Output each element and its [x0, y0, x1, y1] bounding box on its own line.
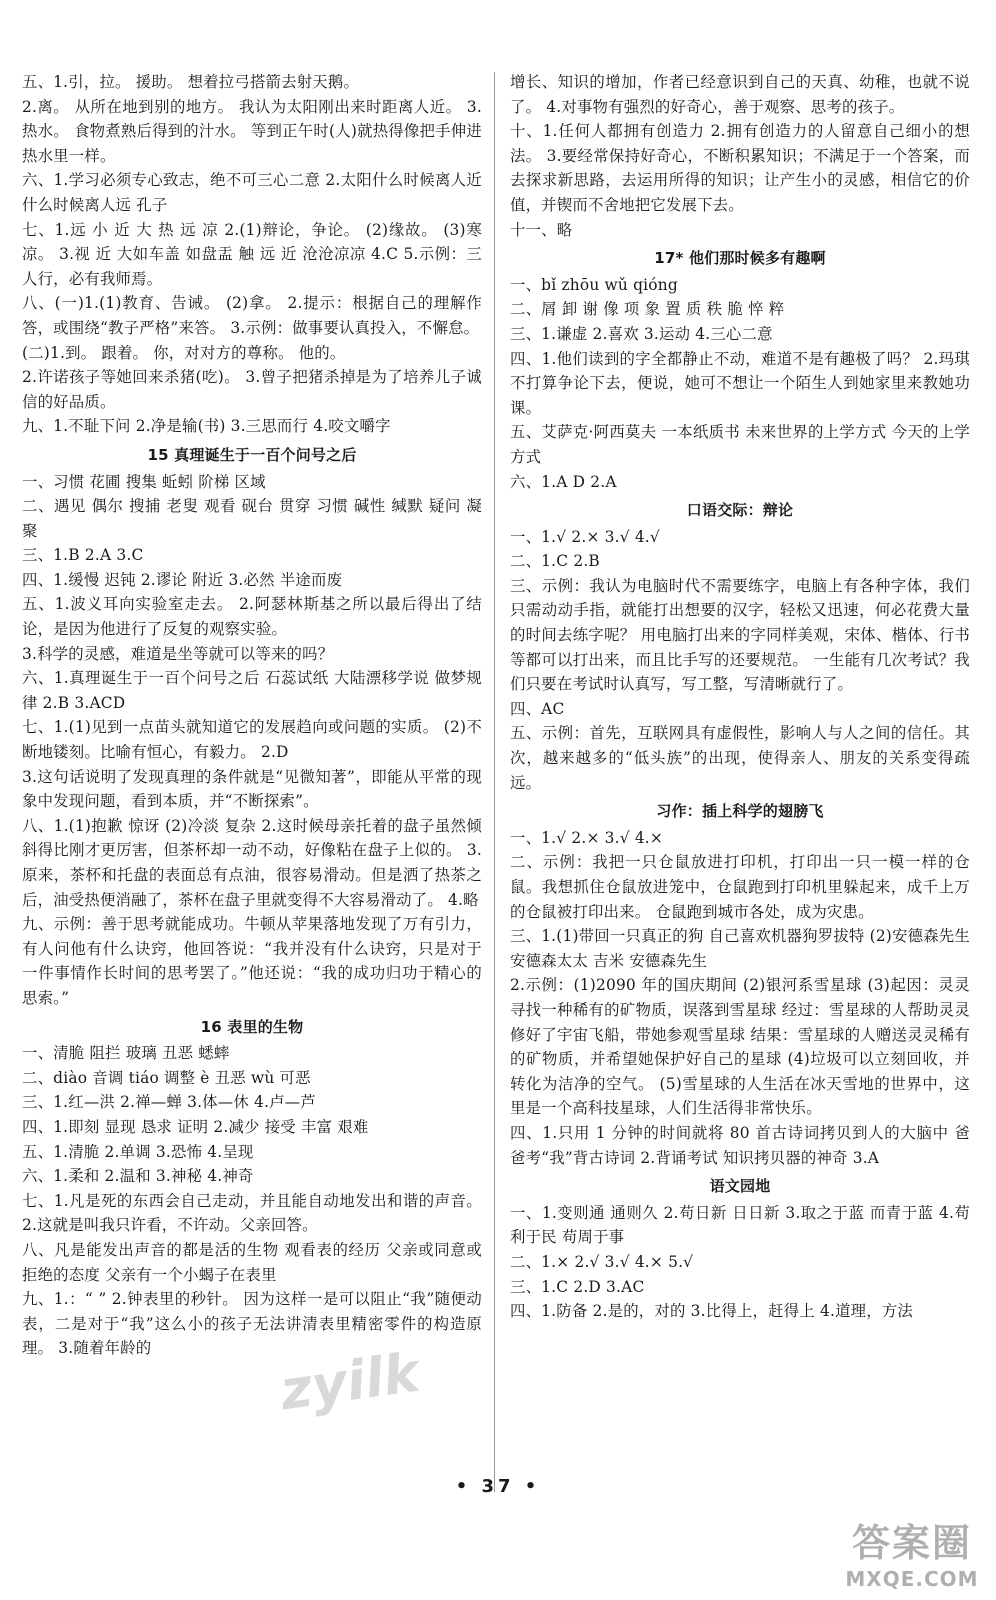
answer-line: 三、1.(1)带回一只真正的狗 自己喜欢机器狗罗拔特 (2)安德森先生 安德森太太 吉米 安德森先生	[510, 927, 970, 970]
page-number: • 37 •	[455, 1476, 541, 1497]
answer-line: 四、1.防备 2.是的，对的 3.比得上，赶得上 4.道理，方法	[510, 1302, 914, 1321]
answer-line: 一、1.√ 2.× 3.√ 4.√	[510, 527, 660, 546]
answer-line: 十一、略	[510, 220, 573, 239]
answer-line: 八、(一)1.(1)教育、告诫。 (2)拿。 2.提示：根据自己的理解作答，或围绕“教子严格”来答。 3.示例：做事要认真投入，不懈怠。	[22, 294, 482, 337]
section-heading: 15 真理诞生于一百个问号之后	[147, 445, 357, 464]
answer-line: 九、1.：“ ” 2.钟表里的秒针。 因为这样一是可以阻止“我”随便动表，二是对于“我”这么小的孩子无法讲清表里精密零件的构造原理。 3.随着年龄的	[22, 1290, 482, 1358]
answer-line: 七、1.凡是死的东西会自己走动，并且能自动地发出和谐的声音。 2.这就是叫我只许看，不许动。父亲回答。	[22, 1191, 482, 1235]
section-heading: 习作：插上科学的翅膀飞	[656, 802, 824, 821]
answer-line: 一、1.√ 2.× 3.√ 4.×	[510, 828, 664, 847]
answer-line: 五、示例：首先，互联网具有虚假性，影响人与人之间的信任。其次，越来越多的“低头族”的出现，使得亲人、朋友的关系变得疏远。	[510, 724, 970, 792]
answer-line: 二、屑 卸 谢 像 项 象 置 质 秩 脆 悴 粹	[510, 300, 785, 319]
answer-line: 一、习惯 花圃 搜集 蚯蚓 阶梯 区域	[22, 472, 266, 491]
answer-line: 二、1.× 2.√ 3.√ 4.× 5.√	[510, 1252, 694, 1271]
answer-line: 五、1.清脆 2.单调 3.恐怖 4.呈现	[22, 1142, 254, 1161]
section-heading: 语文园地	[709, 1177, 771, 1196]
answer-line: 三、1.谦虚 2.喜欢 3.运动 4.三心二意	[510, 324, 773, 343]
answer-line: 六、1.A D 2.A	[510, 472, 617, 491]
answer-line: 七、1.远 小 近 大 热 远 凉 2.(1)辩论，争论。 (2)缘故。 (3)寒凉。 3.视 近 大如车盖 如盘盂 触 远 近 沧沧凉凉 4.C 5.示例：三人行，必有我师焉。	[22, 220, 482, 288]
column-divider	[494, 72, 495, 1492]
answer-line: 五、1.波义耳向实验室走去。 2.阿瑟林斯基之所以最后得出了结论，是因为他进行了反复的观察实验。	[22, 595, 482, 639]
answer-line: 三、1.B 2.A 3.C	[22, 546, 144, 565]
answer-line: 四、1.即刻 显现 恳求 证明 2.减少 接受 丰富 艰难	[22, 1117, 369, 1136]
watermark-cn-text: 答案圈	[851, 1521, 972, 1565]
left-column	[22, 70, 482, 1361]
section-heading: 17* 他们那时候多有趣啊	[654, 249, 826, 268]
answer-line: 一、1.变则通 通则久 2.苟日新 日日新 3.取之于蓝 而青于蓝 4.苟利于民 苟周于事	[510, 1203, 970, 1247]
answer-line: 十、1.任何人都拥有创造力 2.拥有创造力的人留意自己细小的想法。 3.要经常保持好奇心，不断积累知识；不满足于一个答案，而去探求新思路，去运用所得的知识；让产生小的灵感，相信它的价值，并锲而不舍地把它发展下去。	[510, 122, 970, 214]
watermark-logo-left: zyilk	[276, 1340, 424, 1423]
answer-line: 二、遇见 偶尔 搜捕 老叟 观看 砚台 贯穿 习惯 碱性 缄默 疑问 凝聚	[22, 497, 482, 540]
answer-line: 八、凡是能发出声音的都是活的生物 观看表的经历 父亲或同意或拒绝的态度 父亲有一个小蝎子在表里	[22, 1240, 482, 1284]
answer-line: 九、示例：善于思考就能成功。牛顿从苹果落地发现了万有引力，有人问他有什么诀窍，他回答说：“我并没有什么诀窍，只是对于一件事情作长时间的思考罢了。”他还说：“我的成功归功于精心的思索。”	[22, 915, 482, 1007]
answer-line: 四、AC	[510, 699, 565, 718]
answer-line: 六、1.柔和 2.温和 3.神秘 4.神奇	[22, 1167, 254, 1186]
watermark-en-text: MXQE.COM	[845, 1567, 979, 1591]
watermark-logo-right	[838, 1512, 986, 1591]
answer-line: 七、1.(1)见到一点苗头就知道它的发展趋向或问题的实质。 (2)不断地镂刻。比喻有恒心，有毅力。 2.D	[22, 718, 482, 762]
answer-line: 六、1.真理诞生于一百个问号之后 石蕊试纸 大陆漂移学说 做梦规律 2.B 3.ACD	[22, 669, 482, 712]
answer-line: 三、1.C 2.D 3.AC	[510, 1277, 645, 1296]
answer-line: 3.这句话说明了发现真理的条件就是“见微知著”，即能从平常的现象中发现问题，看到本质，并“不断探索”。	[22, 767, 482, 811]
answer-line: 2.示例：(1)2090 年的国庆期间 (2)银河系雪星球 (3)起因：灵灵寻找一种稀有的矿物质，误落到雪星球 经过：雪星球的人帮助灵灵修好了宇宙飞船，带她参观雪星球 结果：雪星球的人赠送灵灵稀有的矿物质，并希望她保护好自己的星球 (4)垃圾可以立刻回收，并转化为洁净的空气。 (5)雪星球的人生活在冰天雪地的世界中，这里是一个高科技星球，人们生活得非常快乐。	[510, 976, 970, 1118]
answer-line: (二)1.到。 跟着。 你，对对方的尊称。 他的。	[22, 343, 346, 362]
answer-line: 八、1.(1)抱歉 惊讶 (2)冷淡 复杂 2.这时候母亲托着的盘子虽然倾斜得比刚才更厉害，但茶杯却一动不动，好像粘在盘子上似的。 3.原来，茶杯和托盘的表面总有点油，很容易滑动。但是洒了热茶之后，油受热便消融了，茶杯在盘子里就变得不大容易滑动了。 4.略	[22, 816, 482, 909]
answer-line: 九、1.不耻下问 2.净是输(书) 3.三思而行 4.咬文嚼字	[22, 417, 391, 436]
answer-line: 2.许诺孩子等她回来杀猪(吃)。 3.曾子把猪杀掉是为了培养儿子诚信的好品质。	[22, 368, 482, 411]
answer-line: 二、1.C 2.B	[510, 552, 600, 571]
answer-line: 一、bǐ zhōu wǔ qióng	[510, 275, 678, 294]
answer-line: 二、diào 音调 tiáo 调整 è 丑恶 wù 可恶	[22, 1068, 311, 1087]
answer-line: 增长、知识的增加，作者已经意识到自己的天真、幼稚，也就不说了。 4.对事物有强烈的好奇心，善于观察、思考的孩子。	[510, 73, 970, 116]
answer-line: 二、示例：我把一只仓鼠放进打印机，打印出一只一模一样的仓鼠。我想抓住仓鼠放进笼中，仓鼠跑到打印机里躲起来，成千上万的仓鼠被打印出来。 仓鼠跑到城市各处，成为灾患。	[510, 853, 970, 921]
answer-line: 三、1.红—洪 2.禅—蝉 3.体—休 4.卢—芦	[22, 1093, 316, 1112]
answer-line: 2.离。 从所在地到别的地方。 我认为太阳刚出来时距离人近。 3.热水。 食物煮熟后得到的汁水。 等到正午时(人)就热得像把手伸进热水里一样。	[22, 97, 482, 165]
answer-line: 四、1.他们读到的字全都静止不动，难道不是有趣极了吗？ 2.玛琪不打算争论下去，便说，她可不想让一个陌生人到她家里来教她功课。	[510, 349, 970, 417]
answer-line: 三、示例：我认为电脑时代不需要练字，电脑上有各种字体，我们只需动动手指，就能打出想要的汉字，轻松又迅速，何必花费大量的时间去练字呢？ 用电脑打出来的字同样美观，宋体、楷体、行书等都可以打出来，而且比手写的还要规范。 一生能有几次考试？我们只要在考试时认真写，写工整，写清晰就行了。	[510, 576, 970, 694]
answer-line: 四、1.缓慢 迟钝 2.谬论 附近 3.必然 半途而废	[22, 570, 343, 589]
answer-line: 五、1.引，拉。 援助。 想着拉弓搭箭去射天鹅。	[22, 73, 360, 91]
answer-line: 五、艾萨克·阿西莫夫 一本纸质书 未来世界的上学方式 今天的上学方式	[510, 423, 970, 466]
answer-line: 3.科学的灵感，难道是坐等就可以等来的吗？	[22, 644, 334, 663]
answer-line: 一、清脆 阻拦 玻璃 丑恶 蟋蟀	[22, 1044, 230, 1063]
section-heading: 口语交际：辩论	[686, 501, 794, 520]
answer-line: 六、1.学习必须专心致志，绝不可三心二意 2.太阳什么时候离人近 什么时候离人远 孔子	[22, 171, 482, 214]
section-heading: 16 表里的生物	[200, 1017, 304, 1036]
answer-line: 四、1.只用 1 分钟的时间就将 80 首古诗词拷贝到人的大脑中 爸爸考“我”背古诗词 2.背诵考试 知识拷贝器的神奇 3.A	[510, 1123, 970, 1167]
right-column	[510, 70, 970, 1324]
